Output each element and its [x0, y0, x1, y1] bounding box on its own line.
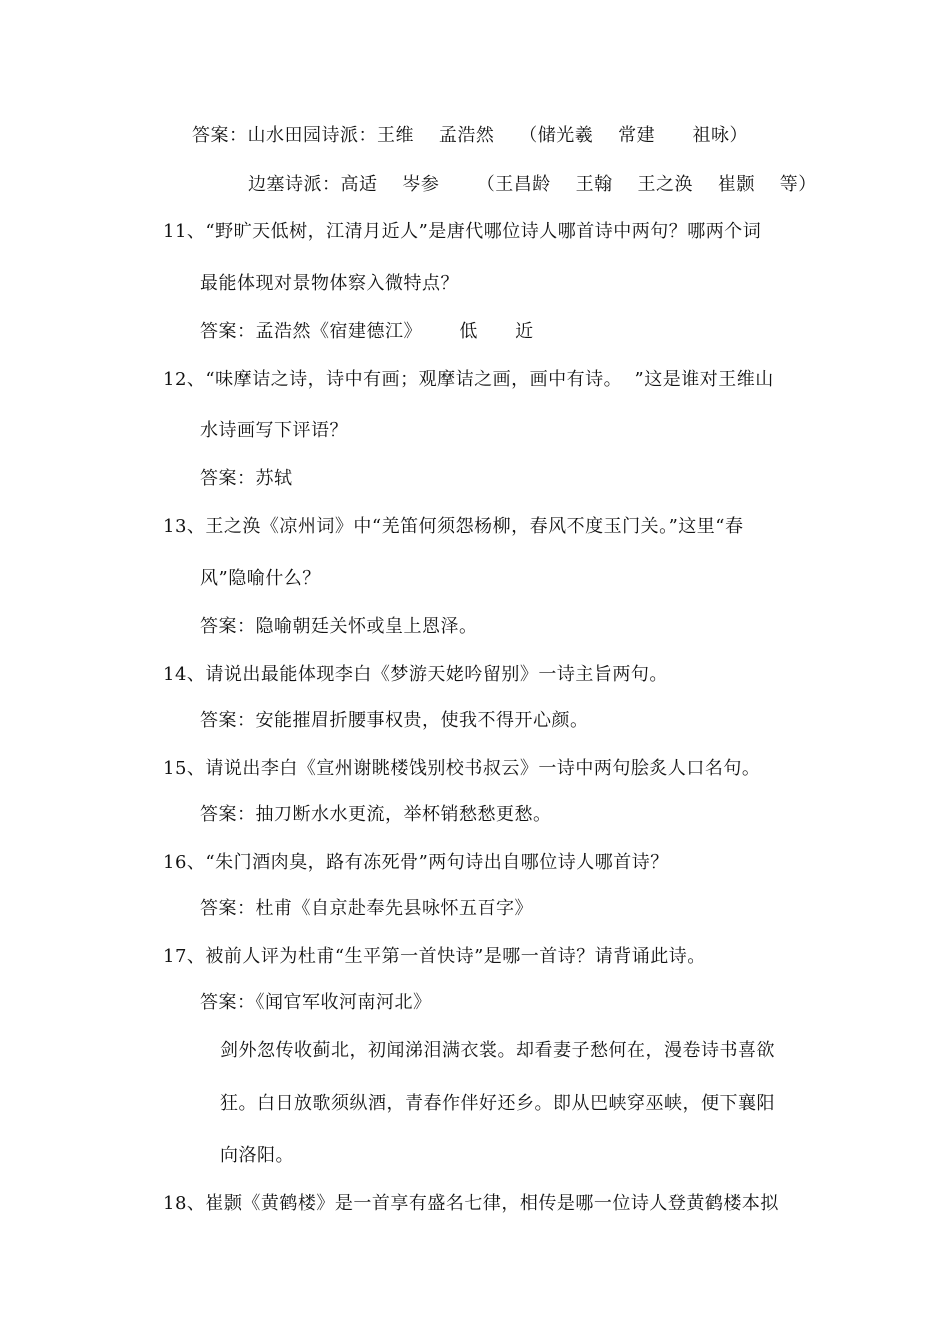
poem-line-3: 向洛阳。 — [220, 1145, 294, 1166]
answer-12: 答案：苏轼 — [200, 468, 293, 489]
question-13-line-1: 13、王之涣《凉州词》中“羌笛何须怨杨柳，春风不度玉门关。”这里“春 — [163, 516, 744, 537]
answer-14: 答案：安能摧眉折腰事权贵，使我不得开心颜。 — [200, 710, 589, 731]
poem-line-2: 狂。白日放歌须纵酒，青春作伴好还乡。即从巴峡穿巫峡，便下襄阳 — [220, 1093, 775, 1114]
answer-17: 答案：《闻官军收河南河北》 — [200, 992, 432, 1013]
answer-13: 答案：隐喻朝廷关怀或皇上恩泽。 — [200, 616, 478, 637]
question-18-line-1: 18、崔颢《黄鹤楼》是一首享有盛名七律，相传是哪一位诗人登黄鹤楼本拟 — [163, 1193, 779, 1214]
answer-15: 答案：抽刀断水水更流，举杯销愁愁更愁。 — [200, 804, 552, 825]
poem-line-1: 剑外忽传收蓟北，初闻涕泪满衣裳。却看妻子愁何在，漫卷诗书喜欲 — [220, 1040, 775, 1061]
question-12-line-1: 12、“味摩诘之诗，诗中有画；观摩诘之画，画中有诗。 ”这是谁对王维山 — [163, 369, 774, 390]
answer-10-line-2: 边塞诗派：高适 岑参 （王昌龄 王翰 王之涣 崔颢 等） — [248, 174, 817, 195]
answer-16: 答案：杜甫《自京赴奉先县咏怀五百字》 — [200, 898, 533, 919]
answer-10-line-1: 答案：山水田园诗派：王维 孟浩然 （储光羲 常建 祖咏） — [192, 125, 748, 146]
answer-11: 答案：孟浩然《宿建德江》 低 近 — [200, 321, 534, 342]
question-17: 17、被前人评为杜甫“生平第一首快诗”是哪一首诗？请背诵此诗。 — [163, 946, 706, 967]
question-12-line-2: 水诗画写下评语？ — [200, 420, 348, 441]
question-14: 14、请说出最能体现李白《梦游天姥吟留别》一诗主旨两句。 — [163, 664, 668, 685]
question-16: 16、“朱门酒肉臭，路有冻死骨”两句诗出自哪位诗人哪首诗？ — [163, 852, 669, 873]
question-11-line-1: 11、“野旷天低树，江清月近人”是唐代哪位诗人哪首诗中两句？哪两个词 — [163, 221, 762, 242]
question-11-line-2: 最能体现对景物体察入微特点？ — [200, 273, 459, 294]
question-13-line-2: 风”隐喻什么？ — [200, 568, 321, 589]
question-15: 15、请说出李白《宣州谢眺楼饯别校书叔云》一诗中两句脍炙人口名句。 — [163, 758, 761, 779]
